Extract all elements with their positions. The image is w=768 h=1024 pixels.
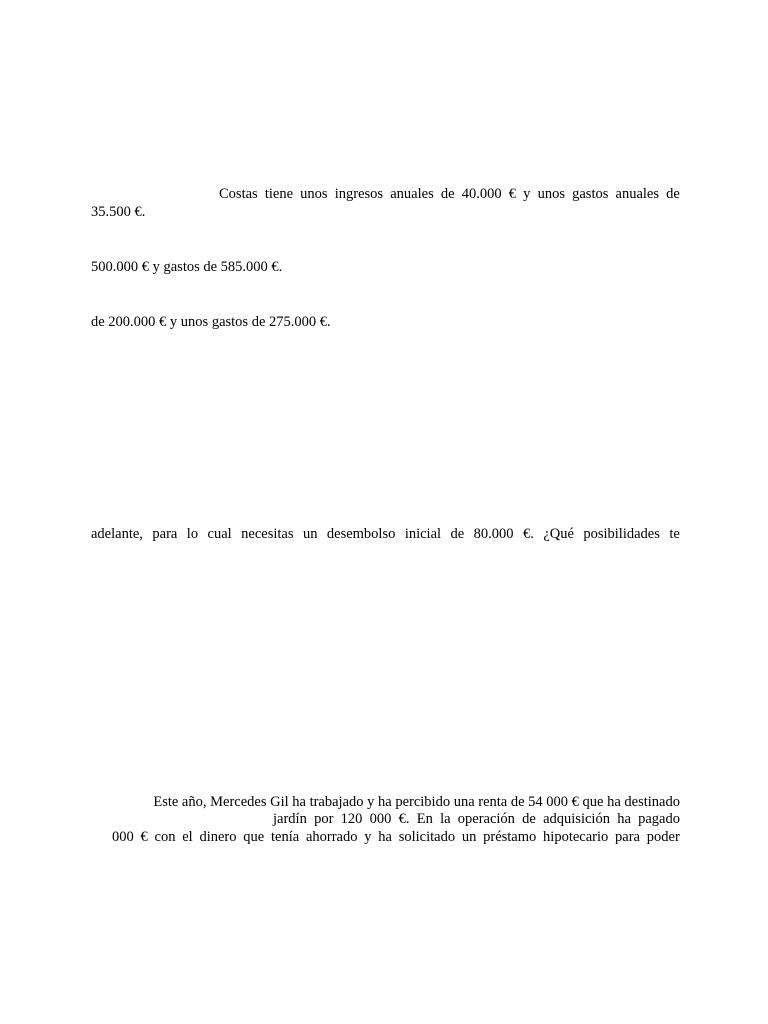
word: que [243, 829, 265, 845]
word: y [523, 186, 531, 202]
word: tiene [264, 186, 294, 202]
word: de [522, 811, 536, 827]
word: un [461, 829, 477, 845]
word: 120 [340, 811, 363, 827]
word: cual [207, 526, 232, 542]
word: con [154, 829, 176, 845]
word: posibilidades [583, 526, 660, 542]
word: €. [522, 526, 534, 542]
word: ha [378, 829, 392, 845]
word: anuales [615, 186, 660, 202]
word: ingresos [334, 186, 384, 202]
word: ¿Qué [543, 526, 574, 542]
word: En [416, 811, 433, 827]
word: adelante, [91, 526, 143, 542]
word: desembolso [326, 526, 396, 542]
paragraph-5-line-2 [273, 810, 680, 828]
word: 000 [112, 829, 134, 845]
word: lo [186, 526, 199, 542]
word: adquisición [543, 811, 610, 827]
word: 40.000 [461, 186, 502, 202]
word: ahorrado [305, 829, 358, 845]
word: anuales [390, 186, 434, 202]
word: te [669, 526, 680, 542]
word: solicitado [398, 829, 456, 845]
word: necesitas [241, 526, 294, 542]
word: el [182, 829, 193, 845]
paragraph-5-line-3 [112, 828, 680, 846]
word: gastos [572, 186, 609, 202]
paragraph-4-line-1 [91, 525, 680, 543]
paragraph-1-line-2: 35.500 €. [91, 204, 146, 220]
word: de [666, 186, 680, 202]
word: € [140, 829, 148, 845]
word: poder [646, 829, 680, 845]
word: pagado [638, 811, 680, 827]
word: para [152, 526, 178, 542]
word: € [508, 186, 516, 202]
word: la [440, 811, 451, 827]
word: unos [300, 186, 328, 202]
word: y [364, 829, 372, 845]
word: 000 [369, 811, 392, 827]
word: operación [457, 811, 515, 827]
word: tenía [270, 829, 300, 845]
word: €. [398, 811, 410, 827]
word: para [615, 829, 640, 845]
word: inicial [404, 526, 442, 542]
word: préstamo [483, 829, 537, 845]
word: 80.000 [473, 526, 514, 542]
word: de [440, 186, 455, 202]
word: ha [617, 811, 631, 827]
word: dinero [199, 829, 237, 845]
word: por [314, 811, 334, 827]
paragraph-1-line-1 [219, 185, 680, 203]
word: de [450, 526, 465, 542]
word: hipotecario [543, 829, 609, 845]
word: unos [537, 186, 565, 202]
word: Costas [219, 186, 258, 202]
word: jardín [273, 811, 307, 827]
paragraph-3-line-1: de 200.000 € y unos gastos de 275.000 €. [91, 314, 331, 330]
paragraph-5-line-1: Este año, Mercedes Gil ha trabajado y ha percibido una renta de 54 000 € que ha destinado [153, 794, 680, 810]
word: un [302, 526, 318, 542]
paragraph-2-line-1: 500.000 € y gastos de 585.000 €. [91, 259, 283, 275]
